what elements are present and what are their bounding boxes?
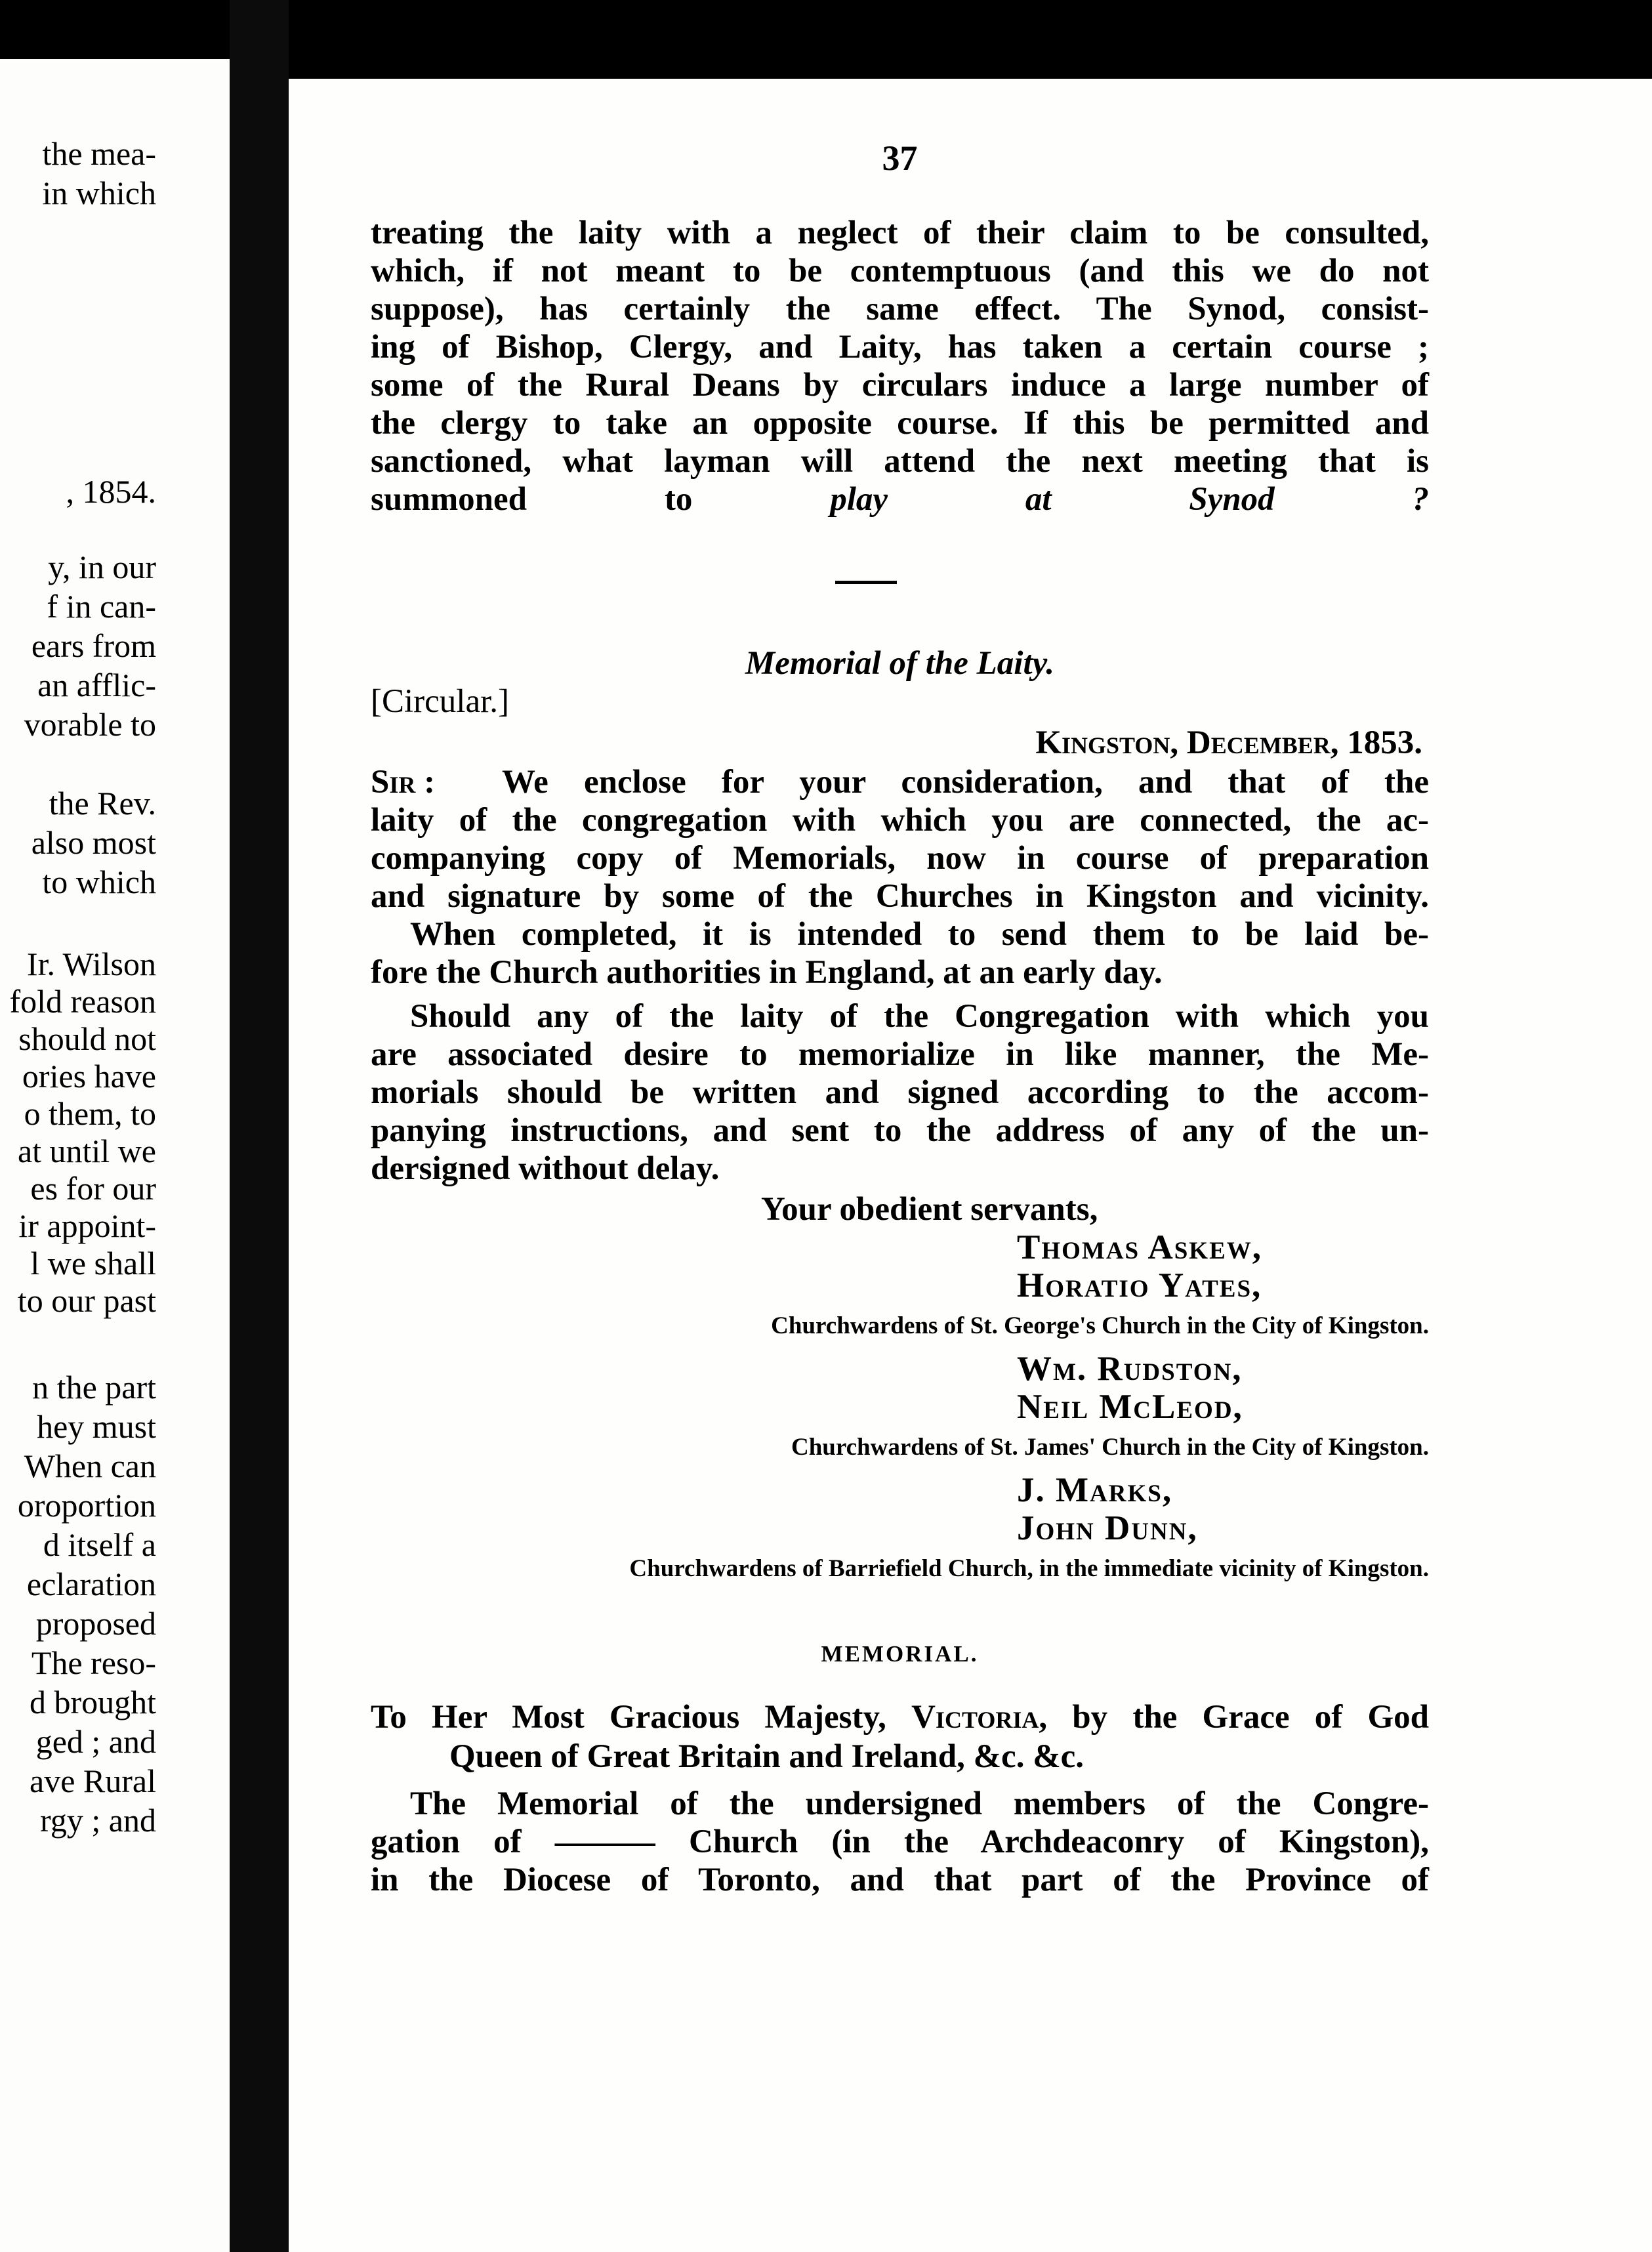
signatory-name: J. Marks, <box>1017 1471 1173 1509</box>
left-page-line: When can <box>24 1448 156 1484</box>
left-page-line: should not <box>18 1020 156 1057</box>
paragraph-line: suppose), has certainly the same effect. The Synod, consist- <box>371 291 1429 327</box>
letter-line: morials should be written and signed according to the accom- <box>371 1074 1429 1111</box>
left-page-line: d brought <box>29 1684 156 1720</box>
dateline: Kingston, December, 1853. <box>1035 724 1422 761</box>
right-page <box>289 79 1652 2252</box>
left-page-line: ave Rural <box>30 1762 156 1799</box>
paragraph-line: which, if not meant to be contemptuous (and this we do not <box>371 253 1429 289</box>
letter-line: Should any of the laity of the Congregation with which you <box>410 998 1429 1035</box>
signatory-office: Churchwardens of Barriefield Church, in the immediate vicinity of Kingston. <box>629 1555 1429 1582</box>
left-page-line: an afflic- <box>37 667 156 703</box>
paragraph-line: treating the laity with a neglect of their claim to be consulted, <box>371 215 1429 251</box>
memorial-title: MEMORIAL. <box>821 1641 979 1667</box>
closing: Your obedient servants, <box>761 1191 1098 1228</box>
left-page-line: the mea- <box>42 135 156 172</box>
signatory-name: Neil McLeod, <box>1017 1388 1243 1426</box>
left-page-line: fold reason <box>9 983 156 1020</box>
book-gutter <box>230 0 289 2252</box>
left-page-line: oroportion <box>17 1487 156 1524</box>
letter-line: dersigned without delay. <box>371 1150 720 1187</box>
left-page-line: ged ; and <box>35 1723 156 1760</box>
left-page-line: f in can- <box>47 588 156 625</box>
letter-line: When completed, it is intended to send them to be laid be- <box>410 916 1429 953</box>
signatory-name: John Dunn, <box>1017 1509 1198 1547</box>
left-page-line: to our past <box>17 1282 156 1319</box>
left-page-line: o them, to <box>24 1095 156 1132</box>
address-line-2: Queen of Great Britain and Ireland, &c. &c. <box>449 1738 1084 1775</box>
left-page-line: in which <box>42 175 156 211</box>
left-page-line: to which <box>42 864 156 900</box>
left-page-line: the Rev. <box>49 785 156 822</box>
paragraph-line: ing of Bishop, Clergy, and Laity, has taken a certain course ; <box>371 329 1429 365</box>
left-page-line: l we shall <box>30 1245 156 1282</box>
left-page-line: d itself a <box>43 1526 156 1563</box>
left-page-line: eclaration <box>26 1566 156 1602</box>
left-page-line: es for our <box>30 1170 156 1207</box>
page-number: 37 <box>882 138 918 178</box>
circular-label: [Circular.] <box>371 683 509 720</box>
left-page-line: ories have <box>22 1058 156 1095</box>
left-page-line: n the part <box>32 1369 156 1406</box>
signatory-office: Churchwardens of St. James' Church in the City of Kingston. <box>791 1434 1429 1461</box>
letter-line: laity of the congregation with which you are connected, the ac- <box>371 802 1429 839</box>
letter-line: panying instructions, and sent to the address of any of the un- <box>371 1112 1429 1149</box>
letter-line: and signature by some of the Churches in Kingston and vicinity. <box>371 878 1429 915</box>
memorial-line: in the Diocese of Toronto, and that part of the Province of <box>371 1862 1429 1898</box>
memorial-heading: Memorial of the Laity. <box>745 645 1055 682</box>
left-page-line: hey must <box>37 1408 156 1445</box>
memorial-line: gation of ——— Church (in the Archdeaconry of Kingston), <box>371 1824 1429 1860</box>
left-page-line: ears from <box>31 627 156 664</box>
signatory-name: Wm. Rudston, <box>1017 1350 1243 1388</box>
left-page-line: ir appoint- <box>18 1207 156 1244</box>
left-page-line: , 1854. <box>66 473 156 510</box>
section-rule <box>835 581 897 584</box>
address-line-1: To Her Most Gracious Majesty, Victoria, by the Grace of God <box>371 1699 1429 1736</box>
letter-line: We enclose for your consideration, and that of the <box>502 764 1429 801</box>
letter-line: fore the Church authorities in England, at an early day. <box>371 954 1163 991</box>
signatory-office: Churchwardens of St. George's Church in the City of Kingston. <box>771 1312 1429 1339</box>
salutation: Sir : <box>371 764 436 801</box>
memorial-line: The Memorial of the undersigned members of the Congre- <box>410 1785 1429 1822</box>
left-page-line: also most <box>31 824 156 861</box>
left-page-line: y, in our <box>48 549 156 585</box>
left-page-line: proposed <box>35 1605 156 1642</box>
left-page-line: Ir. Wilson <box>26 946 156 982</box>
letter-line: are associated desire to memorialize in like manner, the Me- <box>371 1036 1429 1073</box>
left-page-line: The reso- <box>31 1644 156 1681</box>
left-page-line: at until we <box>17 1133 156 1169</box>
paragraph-line: the clergy to take an opposite course. If this be permitted and <box>371 405 1429 442</box>
signatory-name: Horatio Yates, <box>1017 1266 1262 1304</box>
left-page-fragment <box>0 59 230 2252</box>
letter-line: companying copy of Memorials, now in course of preparation <box>371 840 1429 877</box>
left-page-line: vorable to <box>24 706 156 743</box>
paragraph-line: some of the Rural Deans by circulars induce a large number of <box>371 367 1429 404</box>
paragraph-line: sanctioned, what layman will attend the next meeting that is <box>371 443 1429 480</box>
opening-last-line: summoned to play at Synod ? <box>371 481 1430 518</box>
signatory-name: Thomas Askew, <box>1017 1228 1263 1266</box>
left-page-line: rgy ; and <box>40 1802 156 1839</box>
